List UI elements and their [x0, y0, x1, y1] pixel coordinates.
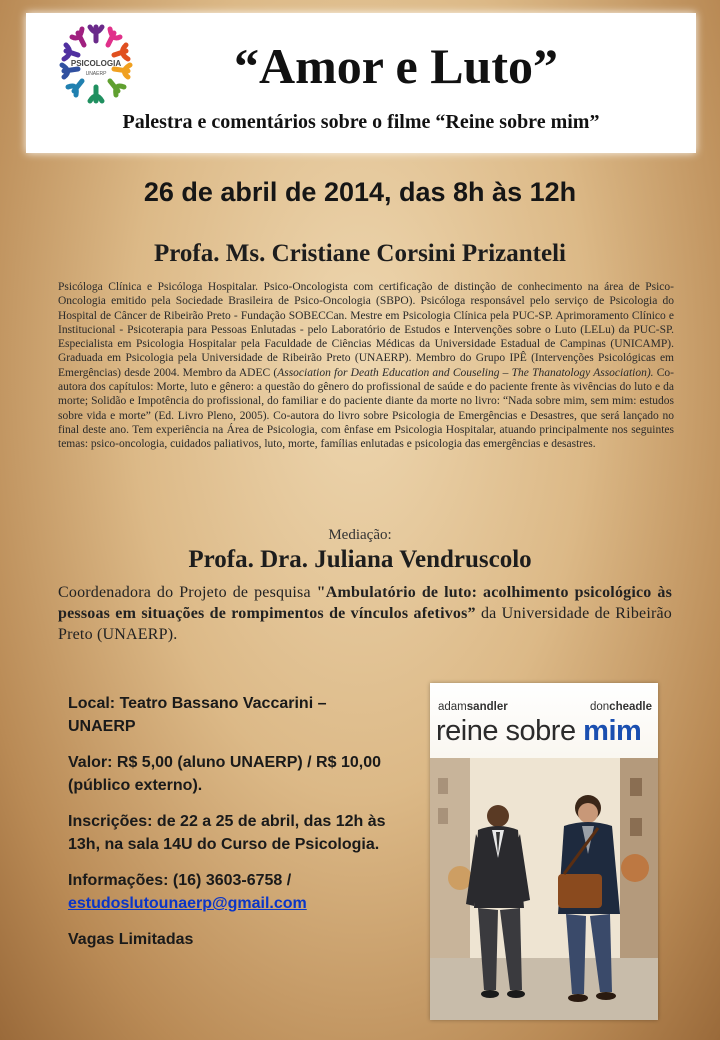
- info-contact: [68, 869, 388, 915]
- actor1-last: sandler: [466, 701, 508, 713]
- bio-part-2: Association for Death Education and Couseling – The Thanatology Association).: [277, 366, 654, 379]
- mediator-desc-pre: Coordenadora do Projeto de pesquisa: [58, 584, 317, 601]
- mediation-label: Mediação:: [328, 527, 392, 543]
- info-informacoes: Informações: (16) 3603-6758 /: [68, 872, 292, 889]
- email-link[interactable]: estudoslutounaerp@gmail.com: [68, 895, 307, 912]
- actor1-first: adam: [438, 701, 467, 713]
- speaker-name: Profa. Ms. Cristiane Corsini Prizanteli: [154, 240, 566, 267]
- event-date: 26 de abril de 2014, das 8h às 12h: [143, 177, 577, 207]
- poster-actors: [438, 701, 652, 713]
- poster-actor-2: [590, 701, 652, 713]
- logo-text: PSICOLOGIA: [70, 59, 122, 68]
- event-info: [68, 692, 388, 964]
- actor2-last: cheadle: [609, 701, 652, 713]
- mediator-description: [58, 582, 672, 645]
- page-title: “Amor e Luto”: [233, 38, 559, 94]
- movie-poster: [430, 683, 658, 1020]
- poster-title-accent: mim: [583, 715, 642, 747]
- poster-title: [436, 715, 654, 748]
- bio-part-3: Co-autora dos capítulos: Morte, luto e gênero: a questão do gênero do profissional de saúde e do paciente frente às vivências do luto e da morte; Solidão e Impotência do profissional, do familiar e do paciente diante da morte no livro: “Nada sobre mim, sem mim: estudos sobre vida e morte” (Ed. Livro Pleno, 2005). Co-autora do livro sobre Psicologia de Emergências e Desastres, que será lançado no final deste ano. Tem experiência na Área de Psicologia, com ênfase em Psicologia Hospitalar, atuando principalmente nos seguintes temas: psico-oncologia, cuidados paliativos, luto, morte, famílias enlutadas e psicologia das emergências e desastres.: [58, 366, 675, 451]
- info-vagas: Vagas Limitadas: [68, 931, 194, 948]
- info-inscricoes: Inscrições: de 22 a 25 de abril, das 12h às 13h, na sala 14U do Curso de Psicologia.: [68, 813, 386, 853]
- speaker-bio: [58, 280, 674, 452]
- poster-actor-1: [438, 701, 508, 713]
- mediator-project-title: "Ambulatório de luto: acolhimento psicológico às pessoas em situações de rompimentos de vínculos afetivos”: [58, 584, 672, 622]
- page-subtitle: Palestra e comentários sobre o filme “Reine sobre mim”: [122, 111, 600, 133]
- poster-title-main: reine sobre: [436, 715, 584, 747]
- mediator-desc-post: da Universidade de Ribeirão Preto (UNAERP).: [58, 605, 673, 643]
- actor2-first: don: [589, 701, 610, 713]
- logo-subtext: UNAERP: [85, 71, 107, 77]
- info-local: Local: Teatro Bassano Vaccarini – UNAERP: [68, 695, 327, 735]
- info-valor: Valor: R$ 5,00 (aluno UNAERP) / R$ 10,00 (público externo).: [68, 754, 381, 794]
- poster-photo: [430, 758, 658, 1020]
- bio-part-1: Psicóloga Clínica e Psicóloga Hospitalar. Psico-Oncologista com certificação de distinção de conhecimento na área de Psico-Oncologia emitido pela Sociedade Brasileira de Psico-Oncologia (SBPO). Psicóloga responsável pelo serviço de Psicologia do Hospital de Câncer de Ribeirão Preto - Fundação SOBECCan. Mestre em Psicologia Clínica pela PUC-SP. Aprimoramento Clínico e Institucional - Psicoterapia para Pessoas Enlutadas - pelo Laboratório de Estudos e Intervenções sobre o Luto (LELu) da PUC-SP. Especialista em Psicologia Hospitalar pela Faculdade de Ciências Médicas da Universidade Estadual de Campinas (UNICAMP). Graduada em Psicologia pela Universidade de Ribeirão Preto (UNAERP). Membro do Grupo IPÊ (Intervenções Psicológicas em Emergências) desde 2004. Membro da ADEC (: [58, 281, 674, 379]
- mediator-name: Profa. Dra. Juliana Vendruscolo: [188, 546, 532, 573]
- header-box: [26, 13, 696, 153]
